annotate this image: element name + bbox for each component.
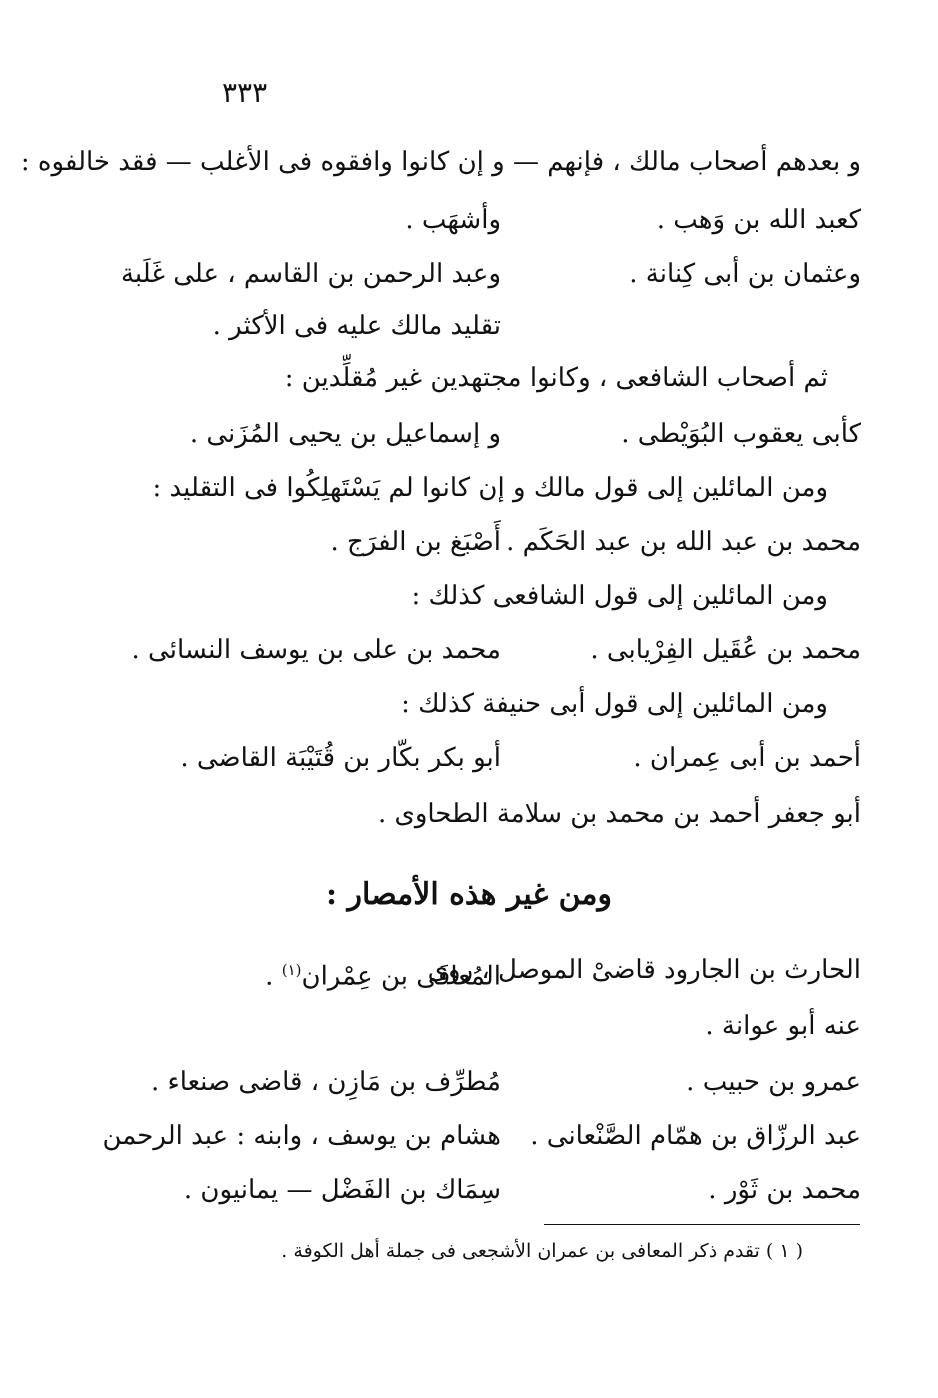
page-number: ٣٣٣ [222, 76, 268, 109]
text-line: محمد بن على بن يوسف النسائى . [131, 635, 501, 665]
text-line: محمد بن ثَوْر . [708, 1175, 861, 1205]
text-line: وأشهَب . [405, 205, 501, 235]
text-line: الحارث بن الجارود قاضىْ الموصل ، روى [427, 955, 861, 985]
text-line: وعبد الرحمن بن القاسم ، على غَلَبة [120, 259, 501, 289]
text-line: و بعدهم أصحاب مالك ، فإنهم — و إن كانوا وافقوه فى الأغلب — فقد خالفوه : [20, 147, 861, 177]
text-line: مُطرِّف بن مَازِن ، قاضى صنعاء . [150, 1067, 501, 1097]
text-line: عنه أبو عوانة . [705, 1011, 861, 1041]
text-line: أَصْبَغ بن الفرَج . [330, 527, 501, 557]
text-line: أبو جعفر أحمد بن محمد بن سلامة الطحاوى . [377, 799, 861, 829]
text-line: و إسماعيل بن يحيى المُزَنى . [189, 419, 501, 449]
text-line: أحمد بن أبى عِمران . [633, 743, 861, 773]
footnote-divider [544, 1224, 860, 1225]
text-line: تقليد مالك عليه فى الأكثر . [212, 311, 501, 341]
text-line: ومن المائلين إلى قول أبى حنيفة كذلك : [401, 689, 828, 719]
text-span: . [265, 961, 282, 992]
text-line: ومن المائلين إلى قول مالك و إن كانوا لم يَسْتَهلِكُوا فى التقليد : [152, 473, 828, 503]
text-line: عمرو بن حبيب . [686, 1067, 861, 1097]
text-line: سِمَاك بن الفَضْل — يمانيون . [183, 1175, 501, 1205]
text-line [141, 952, 501, 995]
text-line: كعبد الله بن وَهب . [656, 205, 861, 235]
footnote: ( ١ ) تقدم ذكر المعافى بن عمران الأشجعى فى جملة أهل الكوفة . [281, 1240, 803, 1262]
text-line: ومن المائلين إلى قول الشافعى كذلك : [411, 581, 828, 611]
text-line: وعثمان بن أبى كِنانة . [629, 259, 861, 289]
text-line: أبو بكر بكّار بن قُتَيْبَة القاضى . [180, 743, 501, 773]
text-line: عبد الرزّاق بن همّام الصَّنْعانى . [530, 1121, 861, 1151]
text-span: المُعافَى بن عِمْران [301, 961, 501, 992]
text-line: كأبى يعقوب البُوَيْطى . [621, 419, 861, 449]
text-line: هشام بن يوسف ، وابنه : عبد الرحمن [102, 1121, 501, 1151]
text-line: محمد بن عُقَيل الفِرْيابى . [590, 635, 861, 665]
text-line: ثم أصحاب الشافعى ، وكانوا مجتهدين غير مُقلِّدين : [284, 363, 828, 393]
text-line: محمد بن عبد الله بن عبد الحَكَم . [506, 527, 861, 557]
section-heading: ومن غير هذه الأمصار : [326, 877, 612, 912]
footnote-marker: (١) [281, 961, 302, 979]
